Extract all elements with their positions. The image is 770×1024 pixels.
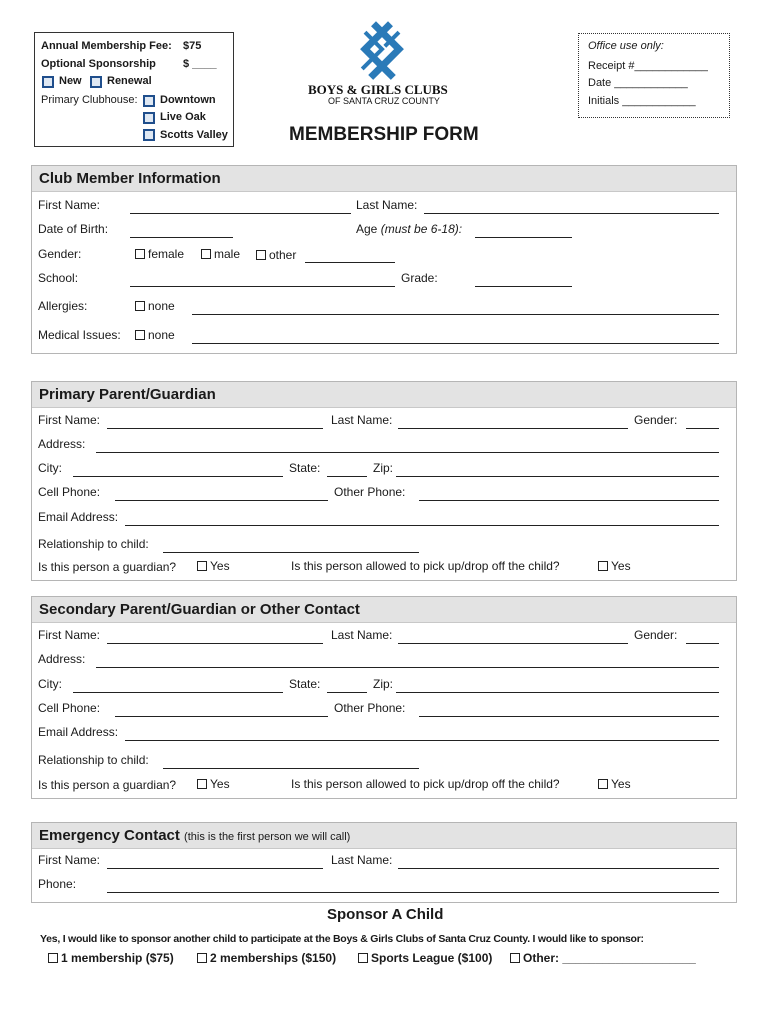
member-age-input[interactable] — [475, 237, 572, 238]
primary-relationship-input[interactable] — [163, 552, 419, 553]
initials-field[interactable]: Initials ____________ — [588, 95, 696, 107]
emergency-last-name-input[interactable] — [398, 868, 719, 869]
member-school-label: School: — [38, 271, 79, 285]
secondary-address-label: Address: — [38, 652, 86, 666]
emergency-first-name-label: First Name: — [38, 853, 101, 867]
medical-none-option[interactable] — [135, 328, 175, 342]
allergies-none-option[interactable] — [135, 299, 175, 313]
gender-other-input[interactable] — [305, 262, 395, 263]
primary-guardian-yes-label: Yes — [210, 559, 230, 573]
secondary-address-input[interactable] — [96, 667, 719, 668]
other-checkbox[interactable] — [256, 250, 266, 260]
secondary-gender-label: Gender: — [634, 628, 678, 642]
secondary-cell-label: Cell Phone: — [38, 701, 101, 715]
primary-address-input[interactable] — [96, 452, 719, 453]
sponsor-option-other[interactable] — [510, 951, 696, 965]
member-first-name-label: First Name: — [38, 198, 101, 212]
sponsor-3-label: Sports League ($100) — [371, 951, 493, 965]
emergency-contact-title — [39, 827, 350, 844]
downtown-label: Downtown — [160, 94, 216, 106]
primary-city-input[interactable] — [73, 476, 283, 477]
sponsor-other-label: Other: ____________________ — [523, 951, 696, 965]
secondary-first-name-label: First Name: — [38, 628, 101, 642]
sponsor-option-2[interactable] — [197, 951, 336, 965]
member-last-name-label: Last Name: — [356, 198, 418, 212]
member-age-label — [356, 222, 462, 236]
primary-gender-input[interactable] — [686, 428, 719, 429]
primary-relationship-label: Relationship to child: — [38, 537, 149, 551]
date-field[interactable]: Date ____________ — [588, 77, 688, 89]
male-label: male — [214, 247, 241, 261]
annual-fee-value: $75 — [183, 40, 202, 52]
secondary-state-label: State: — [289, 677, 321, 691]
secondary-zip-input[interactable] — [396, 692, 719, 693]
live-oak-checkbox[interactable] — [143, 112, 155, 124]
sponsor-other-checkbox[interactable] — [510, 953, 520, 963]
member-dob-input[interactable] — [130, 237, 233, 238]
sponsor-3-checkbox[interactable] — [358, 953, 368, 963]
primary-zip-label: Zip: — [373, 461, 394, 475]
secondary-other-phone-input[interactable] — [419, 716, 719, 717]
form-title: MEMBERSHIP FORM — [289, 124, 479, 145]
secondary-cell-input[interactable] — [115, 716, 328, 717]
office-title: Office use only: — [588, 40, 664, 52]
secondary-guardian-yes-checkbox[interactable] — [197, 779, 207, 789]
sponsor-1-checkbox[interactable] — [48, 953, 58, 963]
club-member-title: Club Member Information — [39, 170, 221, 187]
member-grade-input[interactable] — [475, 286, 572, 287]
member-dob-label: Date of Birth: — [38, 222, 109, 236]
live-oak-label: Live Oak — [160, 111, 206, 123]
secondary-email-input[interactable] — [125, 740, 719, 741]
member-gender-label: Gender: — [38, 247, 82, 261]
secondary-email-label: Email Address: — [38, 725, 119, 739]
emergency-note: (this is the first person we will call) — [184, 831, 351, 843]
emergency-phone-label: Phone: — [38, 877, 77, 891]
primary-pickup-yes-label: Yes — [611, 559, 631, 573]
primary-email-label: Email Address: — [38, 510, 119, 524]
new-checkbox[interactable] — [42, 76, 54, 88]
sponsor-text: Yes, I would like to sponsor another child to participate at the Boys & Girls Clubs of Santa Cruz County. I would like to sponsor: — [40, 933, 644, 945]
emergency-phone-input[interactable] — [107, 892, 719, 893]
downtown-checkbox[interactable] — [143, 95, 155, 107]
secondary-city-input[interactable] — [73, 692, 283, 693]
member-grade-label: Grade: — [401, 271, 438, 285]
primary-email-input[interactable] — [125, 525, 719, 526]
female-label: female — [148, 247, 185, 261]
secondary-relationship-input[interactable] — [163, 768, 419, 769]
gender-male-option[interactable] — [201, 247, 240, 261]
primary-guardian-yes-option[interactable] — [197, 559, 230, 573]
fee-box — [34, 32, 234, 147]
primary-guardian-panel — [31, 381, 737, 581]
primary-cell-input[interactable] — [115, 500, 328, 501]
primary-last-name-input[interactable] — [398, 428, 628, 429]
member-medical-label: Medical Issues: — [38, 328, 121, 342]
secondary-guardian-yes-label: Yes — [210, 777, 230, 791]
member-last-name-input[interactable] — [424, 213, 719, 214]
age-prefix: Age — [356, 222, 378, 236]
allergies-none-checkbox[interactable] — [135, 301, 145, 311]
primary-last-name-label: Last Name: — [331, 413, 393, 427]
secondary-other-phone-label: Other Phone: — [334, 701, 406, 715]
secondary-pickup-yes-label: Yes — [611, 777, 631, 791]
club-logo — [300, 20, 480, 110]
clubhouse-label: Primary Clubhouse: — [41, 94, 138, 106]
renewal-checkbox[interactable] — [90, 76, 102, 88]
logo-name-line2: OF SANTA CRUZ COUNTY — [328, 96, 440, 106]
secondary-pickup-yes-option[interactable] — [598, 777, 631, 791]
sponsor-option-1[interactable] — [48, 951, 174, 965]
member-allergies-input[interactable] — [192, 314, 719, 315]
secondary-relationship-label: Relationship to child: — [38, 753, 149, 767]
sponsor-1-label: 1 membership ($75) — [61, 951, 174, 965]
emergency-title-text: Emergency Contact — [39, 827, 180, 844]
renewal-label: Renewal — [107, 75, 152, 87]
hands-logo-icon — [300, 20, 480, 82]
gender-female-option[interactable] — [135, 247, 184, 261]
member-school-input[interactable] — [130, 286, 395, 287]
primary-other-phone-input[interactable] — [419, 500, 719, 501]
primary-state-input[interactable] — [327, 476, 367, 477]
secondary-guardian-title: Secondary Parent/Guardian or Other Contact — [39, 601, 360, 618]
new-label: New — [59, 75, 82, 87]
secondary-zip-label: Zip: — [373, 677, 394, 691]
primary-first-name-input[interactable] — [107, 428, 323, 429]
receipt-field[interactable]: Receipt #____________ — [588, 60, 708, 72]
emergency-last-name-label: Last Name: — [331, 853, 393, 867]
secondary-gender-input[interactable] — [686, 643, 719, 644]
scotts-valley-checkbox[interactable] — [143, 129, 155, 141]
office-use-box — [578, 33, 730, 118]
primary-zip-input[interactable] — [396, 476, 719, 477]
primary-cell-label: Cell Phone: — [38, 485, 101, 499]
secondary-guardian-yes-option[interactable] — [197, 777, 230, 791]
primary-address-label: Address: — [38, 437, 86, 451]
annual-fee-label: Annual Membership Fee: — [41, 40, 172, 52]
sponsor-option-3[interactable] — [358, 951, 492, 965]
secondary-guardian-question: Is this person a guardian? — [38, 778, 177, 792]
gender-other-option[interactable] — [256, 248, 296, 262]
sponsorship-value: $ ____ — [183, 58, 217, 70]
sponsor-2-checkbox[interactable] — [197, 953, 207, 963]
primary-other-phone-label: Other Phone: — [334, 485, 406, 499]
secondary-first-name-input[interactable] — [107, 643, 323, 644]
primary-state-label: State: — [289, 461, 321, 475]
secondary-city-label: City: — [38, 677, 62, 691]
secondary-pickup-yes-checkbox[interactable] — [598, 779, 608, 789]
other-label: other — [269, 248, 297, 262]
medical-none-checkbox[interactable] — [135, 330, 145, 340]
member-first-name-input[interactable] — [130, 213, 351, 214]
secondary-last-name-label: Last Name: — [331, 628, 393, 642]
primary-pickup-yes-option[interactable] — [598, 559, 631, 573]
primary-pickup-question: Is this person allowed to pick up/drop off the child? — [291, 559, 560, 573]
primary-city-label: City: — [38, 461, 62, 475]
sponsor-2-label: 2 memberships ($150) — [210, 951, 337, 965]
secondary-last-name-input[interactable] — [398, 643, 628, 644]
primary-guardian-question: Is this person a guardian? — [38, 560, 177, 574]
age-note: (must be 6-18): — [380, 222, 463, 236]
secondary-pickup-question: Is this person allowed to pick up/drop off the child? — [291, 777, 560, 791]
primary-guardian-yes-checkbox[interactable] — [197, 561, 207, 571]
primary-guardian-title: Primary Parent/Guardian — [39, 386, 216, 403]
emergency-first-name-input[interactable] — [107, 868, 323, 869]
sponsor-title: Sponsor A Child — [327, 906, 444, 923]
primary-first-name-label: First Name: — [38, 413, 101, 427]
allergies-none-label: none — [148, 299, 175, 313]
primary-pickup-yes-checkbox[interactable] — [598, 561, 608, 571]
primary-gender-label: Gender: — [634, 413, 678, 427]
member-medical-input[interactable] — [192, 343, 719, 344]
scotts-valley-label: Scotts Valley — [160, 129, 228, 141]
secondary-state-input[interactable] — [327, 692, 367, 693]
member-allergies-label: Allergies: — [38, 299, 88, 313]
sponsorship-label: Optional Sponsorship — [41, 58, 156, 70]
logo-name-line1: BOYS & GIRLS CLUBS — [308, 82, 448, 97]
medical-none-label: none — [148, 328, 175, 342]
male-checkbox[interactable] — [201, 249, 211, 259]
female-checkbox[interactable] — [135, 249, 145, 259]
